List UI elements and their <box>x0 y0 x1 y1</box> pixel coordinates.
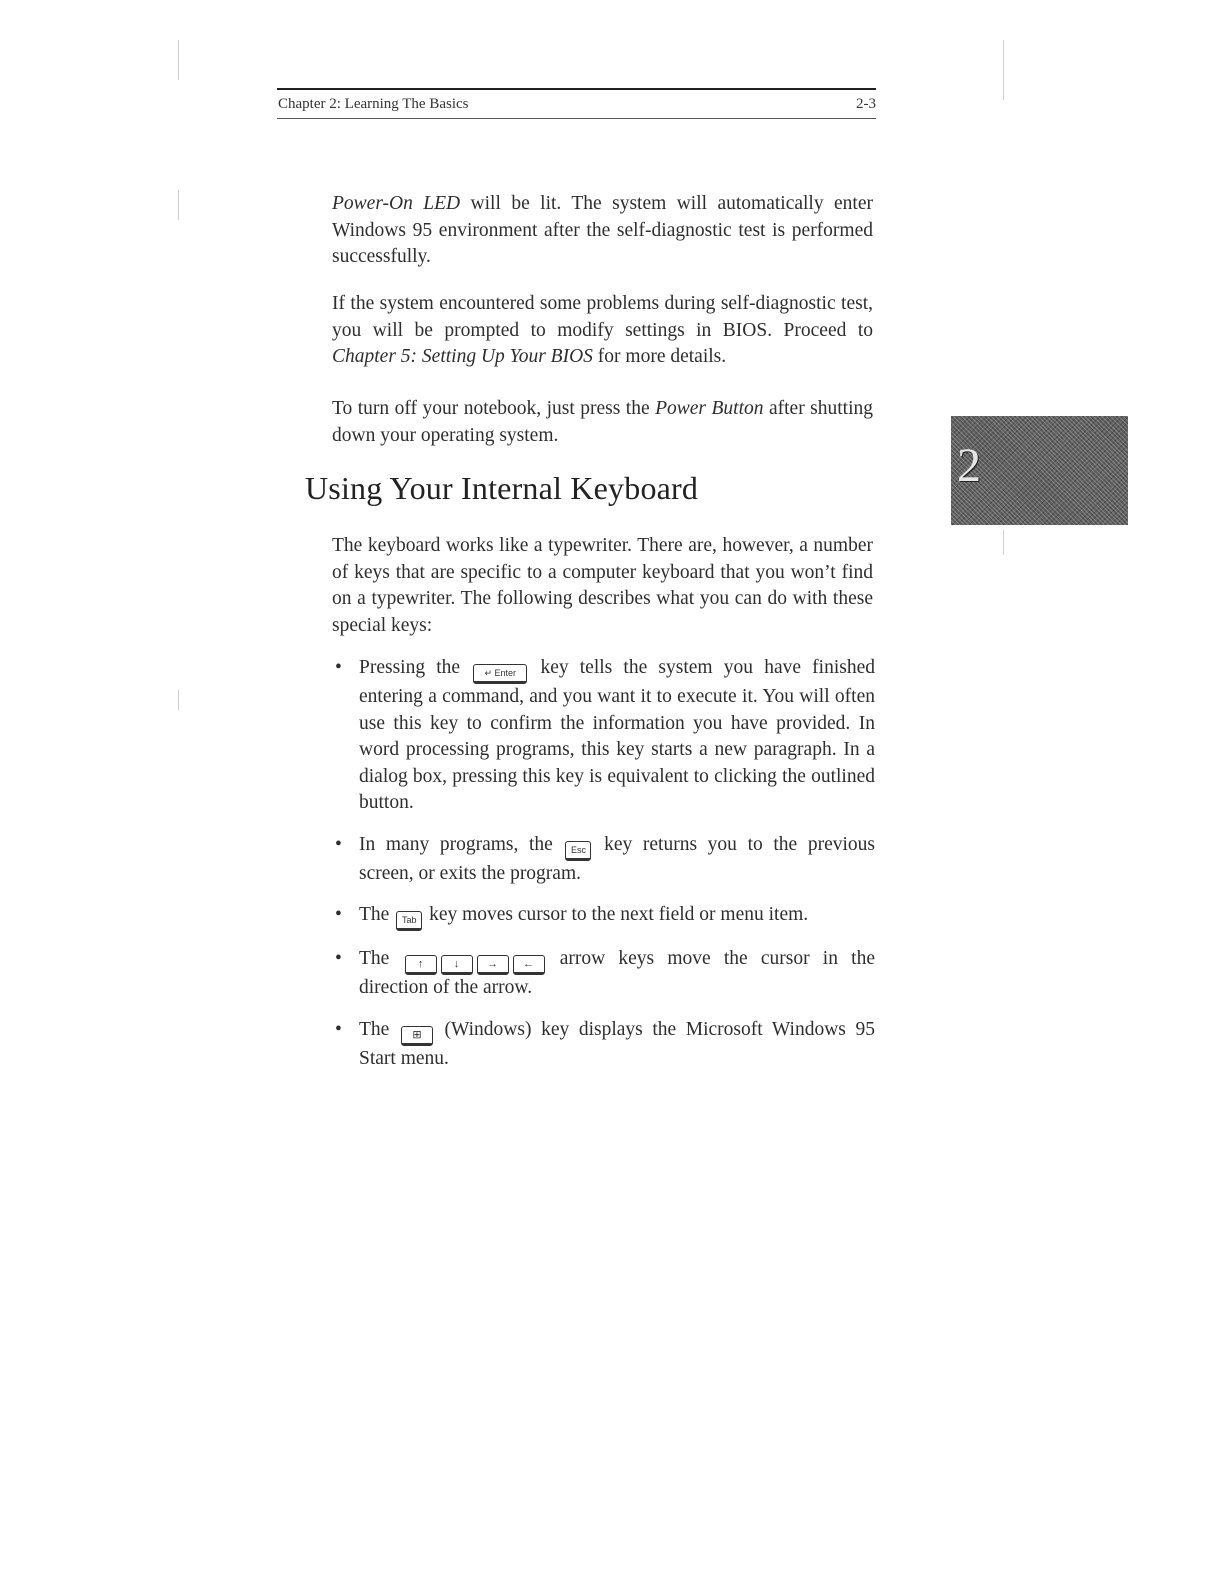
item-text: The <box>359 1018 399 1040</box>
running-head: Chapter 2: Learning The Basics <box>278 96 469 112</box>
header-rule-bottom <box>277 118 876 119</box>
scan-mark <box>1003 40 1004 100</box>
paragraph-keyboard-intro: The keyboard works like a typewriter. There are, however, a number of keys that are specific to a computer keyboard that you won’t find on a typewriter. The following describes what you can do with these special keys: <box>332 535 873 636</box>
scan-mark <box>178 190 179 220</box>
down-arrow-key-icon: ↓ <box>441 955 473 975</box>
item-text: Pressing the <box>359 657 472 678</box>
windows-key-icon: ⊞ <box>401 1026 433 1046</box>
item-text: key moves cursor to the next field or menu item. <box>424 904 809 925</box>
scan-mark <box>178 40 179 80</box>
chapter-thumb-tab <box>951 416 1128 525</box>
chapter-reference: Chapter 5: Setting Up Your BIOS <box>332 346 593 367</box>
up-arrow-key-icon: ↑ <box>405 955 437 975</box>
paragraph-text: will be lit. The system will automatically enter Windows 95 environment after the self-diagnostic test is performed successfully. <box>332 193 874 267</box>
item-text: The <box>359 948 403 969</box>
list-item-enter <box>330 655 875 817</box>
item-text: In many programs, the <box>359 833 564 855</box>
bullet: • <box>335 833 342 855</box>
header-rule-top <box>277 88 876 90</box>
paragraph-power-on <box>332 191 873 271</box>
right-arrow-key-icon: → <box>477 955 509 975</box>
item-text: key tells the system you have finished entering a command, and you want it to execute it. You will often use this key to confirm the information you have provided. In word processing programs, this key starts a new paragraph. In a dialog box, pressing this key is equivalent to clicking the outlined button. <box>359 657 875 813</box>
list-item-windows <box>330 1017 875 1073</box>
left-arrow-key-icon: ← <box>513 955 545 975</box>
tab-key-icon: Tab <box>396 911 422 931</box>
item-text: arrow keys move the cursor in the direction of the arrow. <box>359 948 875 998</box>
chapter-thumb-number: 2 <box>957 439 981 492</box>
scan-mark <box>178 690 179 710</box>
paragraph-text: If the system encountered some problems during self-diagnostic test, you will be prompted to modify settings in BIOS. Proceed to <box>332 293 873 341</box>
list-item-arrows <box>330 946 875 1002</box>
paragraph-text: for more details. <box>592 346 727 367</box>
list-item-esc <box>330 832 875 888</box>
term-power-button: Power Button <box>655 398 764 419</box>
scan-mark <box>1003 530 1004 555</box>
paragraph-turn-off <box>332 396 873 449</box>
item-text: (Windows) key displays the Microsoft Windows 95 Start menu. <box>359 1018 875 1069</box>
special-keys-list <box>330 655 875 1072</box>
bullet: • <box>335 948 342 969</box>
bullet: • <box>335 904 342 925</box>
paragraph-text: after shutting down your operating system. <box>332 398 873 446</box>
section-heading: Using Your Internal Keyboard <box>305 470 699 506</box>
term-power-on-led: Power-On LED <box>332 193 461 214</box>
esc-key-icon: Esc <box>565 841 591 861</box>
bullet: • <box>335 1018 342 1040</box>
item-text: key returns you to the previous screen, or exits the program. <box>359 833 875 884</box>
item-text: The <box>359 904 395 925</box>
list-item-tab <box>330 902 875 931</box>
enter-key-icon: ↵ Enter <box>473 664 527 684</box>
paragraph-text: To turn off your notebook, just press the <box>332 398 656 419</box>
page-number: 2-3 <box>856 96 876 112</box>
bullet: • <box>335 657 342 678</box>
paragraph-bios-problems <box>332 291 873 371</box>
